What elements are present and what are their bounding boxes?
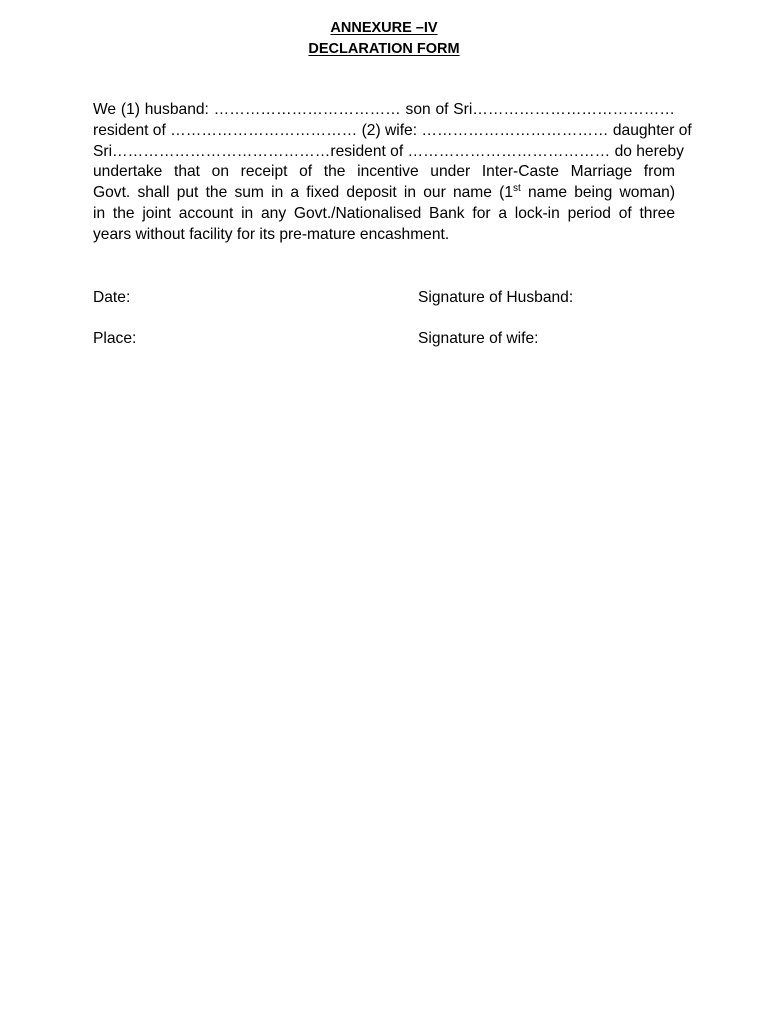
paragraph-line: years without facility for its pre-mature encashment. xyxy=(93,225,450,243)
ordinal-superscript: st xyxy=(513,183,521,195)
form-title: DECLARATION FORM xyxy=(308,41,460,57)
paragraph-line: resident of ……………………………… (2) wife: ……………………………… daughter of xyxy=(93,121,692,139)
paragraph-line-end: name being woman) xyxy=(520,184,676,202)
date-label: Date: xyxy=(93,289,131,306)
annexure-title: ANNEXURE –IV xyxy=(330,20,438,36)
paragraph-line xyxy=(93,183,675,204)
signature-wife-label: Signature of wife: xyxy=(418,330,539,347)
paragraph-line: Sri……………………………………resident of ………………………………… do hereby xyxy=(93,142,684,160)
signature-husband-label: Signature of Husband: xyxy=(418,289,574,306)
paragraph-line: undertake that on receipt of the incentive under Inter-Caste Marriage from xyxy=(93,163,675,181)
declaration-paragraph xyxy=(93,100,692,246)
place-label: Place: xyxy=(93,330,137,347)
paragraph-line-start: Govt. shall put the sum in a fixed deposit in our name (1 xyxy=(93,184,514,202)
paragraph-line: We (1) husband: ……………………………… son of Sri………………………………… xyxy=(93,101,675,118)
paragraph-line: in the joint account in any Govt./Nationalised Bank for a lock-in period of three xyxy=(93,204,675,222)
